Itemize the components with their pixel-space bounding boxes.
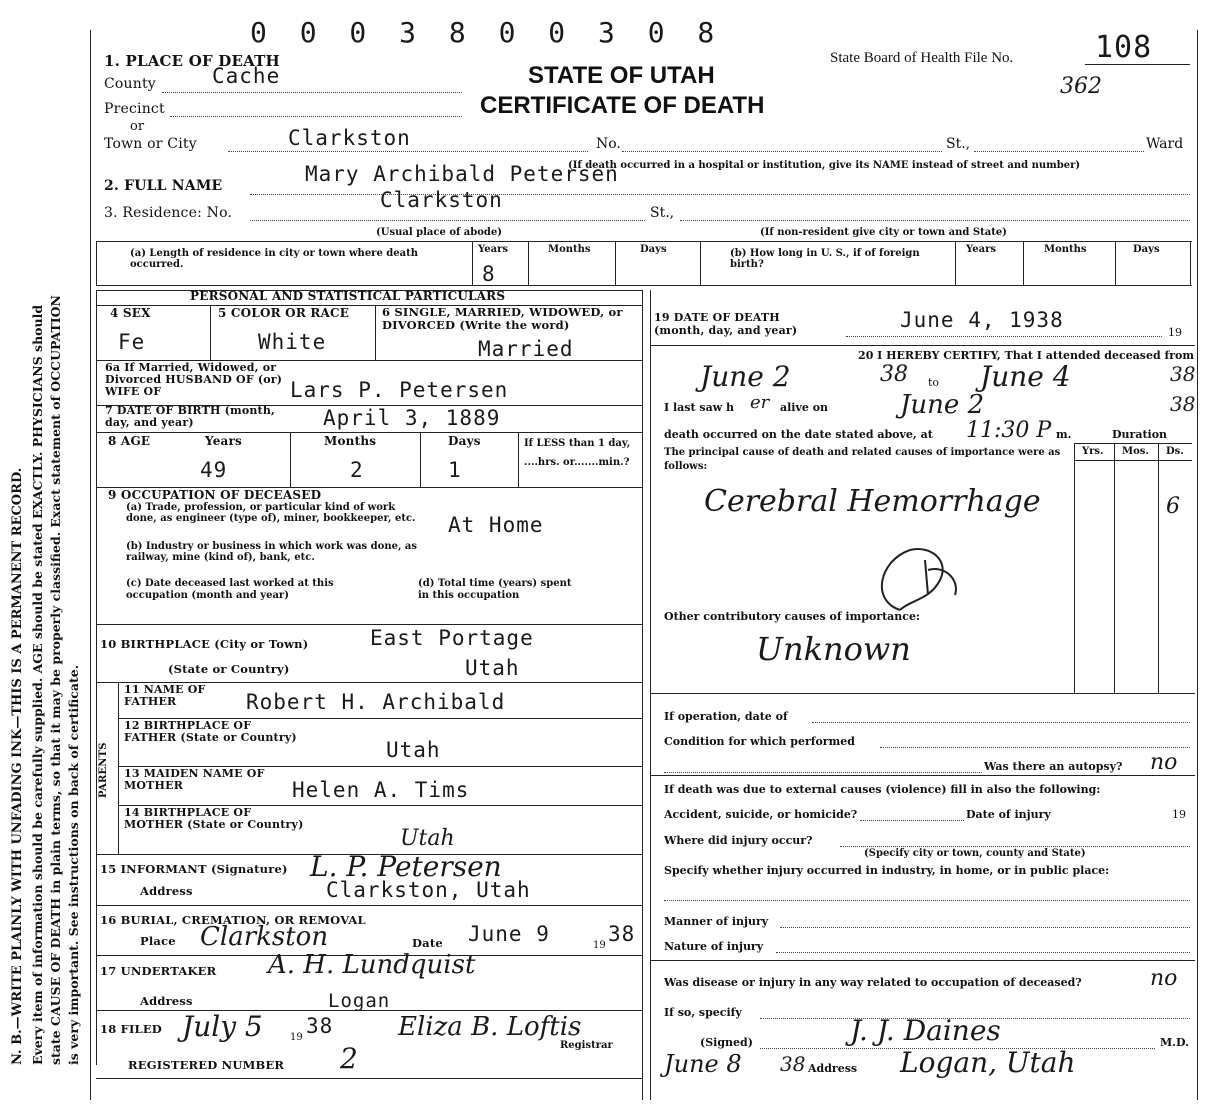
injury-where-label: Where did injury occur? <box>664 834 813 847</box>
last-saw-label: I last saw h <box>664 401 735 414</box>
res-years-value: 8 <box>482 262 496 286</box>
operation-label: If operation, date of <box>664 710 788 723</box>
res-months-label: Months <box>548 244 591 255</box>
residence-label: 3. Residence: No. <box>104 205 233 221</box>
county-value: Cache <box>212 64 281 88</box>
race-value: White <box>258 330 327 354</box>
us-years-label: Years <box>966 244 997 255</box>
dob-label: 7 DATE OF BIRTH (month, day, and year) <box>105 404 276 429</box>
death-date-label: 19 DATE OF DEATH (month, day, and year) <box>654 311 798 337</box>
age-years-value: 49 <box>200 458 228 482</box>
frame-right <box>1197 30 1198 1100</box>
attend-to-year: 38 <box>1170 362 1196 386</box>
less-than-day-label: If LESS than 1 day, ....hrs. or.......min.? <box>524 438 631 468</box>
informant-address-label: Address <box>140 884 193 898</box>
attend-to: June 4 <box>980 360 1071 393</box>
burial-year: 38 <box>608 922 636 946</box>
town-value: Clarkston <box>288 126 411 150</box>
instruction-line-1: N. B.—WRITE PLAINLY WITH UNFADING INK—THIS IS A PERMANENT RECORD. <box>10 467 25 1065</box>
hospital-note: (If death occurred in a hospital or institution, give its NAME instead of street and number) <box>568 160 1081 171</box>
to-label: to <box>928 376 940 389</box>
spouse-value: Lars P. Petersen <box>290 378 509 402</box>
informant-label: 15 INFORMANT (Signature) <box>100 862 288 876</box>
other-cause: Unknown <box>756 630 911 668</box>
injury-date-19: 19 <box>1172 808 1186 821</box>
instruction-line-2: Every item of information should be carefully supplied. AGE should be stated EXACTLY. PHYSICIANS should <box>30 304 45 1065</box>
mother-label: 13 MAIDEN NAME OF MOTHER <box>124 767 265 792</box>
ward-label: Ward <box>1146 136 1184 152</box>
physician-sign-date: June 8 <box>664 1050 742 1078</box>
birthplace-city: East Portage <box>370 626 534 650</box>
mother-value: Helen A. Tims <box>292 778 470 802</box>
last-saw-year: 38 <box>1170 392 1196 416</box>
usual-abode-note: (Usual place of abode) <box>376 227 502 238</box>
informant-signature: L. P. Petersen <box>310 850 502 883</box>
last-saw-her: er <box>750 392 770 413</box>
occupation-a-label: (a) Trade, profession, or particular kind of work done, as engineer (type of), miner, bookkeeper, etc. <box>126 502 416 524</box>
undertaker-signature: A. H. Lundquist <box>268 950 476 980</box>
us-days-label: Days <box>1133 244 1160 255</box>
burial-label: 16 BURIAL, CREMATION, OR REMOVAL <box>100 913 366 927</box>
father-value: Robert H. Archibald <box>246 690 506 714</box>
condition-label: Condition for which performed <box>664 735 855 748</box>
burial-century: 19 <box>593 940 606 951</box>
length-residence-label: (a) Length of residence in city or town where death occurred. <box>130 248 419 270</box>
physician-signature: J. J. Daines <box>850 1014 1001 1047</box>
death-date-value: June 4, 1938 <box>900 308 1064 332</box>
full-name-label: 2. FULL NAME <box>104 178 223 194</box>
autopsy-value: no <box>1150 750 1178 775</box>
reg-no: 362 <box>1060 74 1102 99</box>
mother-birthplace-value: Utah <box>400 826 455 851</box>
burial-place-label: Place <box>140 934 176 948</box>
burial-place: Clarkston <box>200 922 329 952</box>
marital-value: Married <box>478 337 574 361</box>
burial-date-label: Date <box>412 936 443 950</box>
registered-number: 2 <box>340 1042 358 1075</box>
physician-address-label: Address <box>808 1062 858 1075</box>
nature-label: Nature of injury <box>664 940 764 953</box>
birthplace-state: Utah <box>465 656 520 680</box>
age-label: 8 AGE <box>108 434 151 448</box>
cause-intro: The principal cause of death and related causes of importance were as follows: <box>664 447 1061 472</box>
age-days-label: Days <box>448 434 481 448</box>
age-years-label: Years <box>205 434 243 448</box>
physician-address: Logan, Utah <box>900 1046 1076 1079</box>
residence-st-label: St., <box>650 205 675 221</box>
occupation-related-value: no <box>1150 966 1178 991</box>
occupation-b-label: (b) Industry or business in which work was done, as railway, mine (kind of), bank, etc. <box>126 541 418 563</box>
m-label: m. <box>1056 428 1072 441</box>
precinct-label: Precinct <box>104 101 165 117</box>
alive-on-label: alive on <box>780 401 829 414</box>
occupation-d-label: (d) Total time (years) spent in this occupation <box>418 578 572 601</box>
certificate-title: CERTIFICATE OF DEATH <box>480 92 765 119</box>
sex-value: Fe <box>118 330 146 354</box>
if-so-label: If so, specify <box>664 1006 742 1019</box>
town-label: Town or City <box>104 136 197 152</box>
mos-label: Mos. <box>1122 446 1149 457</box>
age-months-value: 2 <box>350 458 364 482</box>
res-years-label: Years <box>478 244 509 255</box>
or-label: or <box>130 119 145 134</box>
death-time: 11:30 P <box>966 418 1052 443</box>
ds-label: Ds. <box>1166 446 1184 457</box>
filed-year: 38 <box>306 1014 334 1038</box>
marital-label: 6 SINGLE, MARRIED, WIDOWED, or DIVORCED (Write the word) <box>382 305 623 332</box>
spouse-label: 6a If Married, Widowed, or Divorced HUSBAND OF (or) WIFE OF <box>105 361 283 398</box>
state-title: STATE OF UTAH <box>528 62 715 89</box>
sex-label: 4 SEX <box>110 306 151 320</box>
cause-duration: 6 <box>1166 494 1180 519</box>
serial-number: 0 0 0 3 8 0 0 3 0 8 <box>250 16 723 49</box>
instruction-line-4: is very important. See instructions on back of certificate. <box>66 664 81 1065</box>
file-no: 108 <box>1095 30 1153 65</box>
residence-value: Clarkston <box>380 188 503 212</box>
other-causes-label: Other contributory causes of importance: <box>664 610 921 623</box>
occupation-label: 9 OCCUPATION OF DECEASED <box>108 488 322 502</box>
external-causes-label: If death was due to external causes (violence) fill in also the following: <box>664 783 1101 796</box>
state-country-label: (State or Country) <box>168 662 290 676</box>
frame-left <box>90 30 91 1100</box>
father-birthplace-value: Utah <box>386 738 441 762</box>
place-of-death-label: 1. PLACE OF DEATH <box>104 52 280 70</box>
personal-section-label: PERSONAL AND STATISTICAL PARTICULARS <box>190 289 506 303</box>
dob-value: April 3, 1889 <box>323 406 501 430</box>
us-months-label: Months <box>1044 244 1087 255</box>
undertaker-address: Logan <box>328 990 391 1012</box>
parents-label: PARENTS <box>98 742 109 798</box>
us-residence-label: (b) How long in U. S., if of foreign birth? <box>730 248 920 270</box>
burial-date: June 9 <box>468 922 550 946</box>
county-label: County <box>104 76 156 92</box>
mother-birthplace-label: 14 BIRTHPLACE OF MOTHER (State or Country) <box>124 806 304 831</box>
informant-address: Clarkston, Utah <box>326 878 531 902</box>
industry-label: Specify whether injury occurred in industry, in home, or in public place: <box>664 864 1110 877</box>
md-label: M.D. <box>1160 1036 1189 1049</box>
yrs-label: Yrs. <box>1082 446 1104 457</box>
birthplace-label: 10 BIRTHPLACE (City or Town) <box>100 637 309 651</box>
attend-from: June 2 <box>700 360 791 393</box>
age-days-value: 1 <box>448 458 462 482</box>
father-label: 11 NAME OF FATHER <box>124 683 206 708</box>
attend-from-year: 38 <box>880 362 908 387</box>
occupation-value: At Home <box>448 513 544 537</box>
filed-label: 18 FILED <box>100 1022 162 1036</box>
occurred-label: death occurred on the date stated above, at <box>664 428 933 441</box>
last-saw-date: June 2 <box>900 390 985 420</box>
registered-number-label: REGISTERED NUMBER <box>128 1058 285 1072</box>
no-label: No. <box>596 136 621 152</box>
autopsy-label: Was there an autopsy? <box>984 760 1123 773</box>
race-label: 5 COLOR OR RACE <box>218 306 350 320</box>
undertaker-label: 17 UNDERTAKER <box>100 964 217 978</box>
occupation-related-label: Was disease or injury in any way related to occupation of deceased? <box>664 976 1082 989</box>
registrar-label: Registrar <box>560 1040 613 1051</box>
undertaker-address-label: Address <box>140 994 193 1008</box>
file-no-label: State Board of Health File No. <box>830 50 1014 66</box>
initials-mark-icon <box>870 540 970 620</box>
full-name-value: Mary Archibald Petersen <box>305 162 619 186</box>
res-days-label: Days <box>640 244 667 255</box>
duration-label: Duration <box>1112 428 1168 441</box>
physician-sign-year: 38 <box>780 1052 806 1076</box>
certify-label: 20 I HEREBY CERTIFY, That I attended deceased from <box>858 349 1194 362</box>
signed-label: (Signed) <box>700 1036 753 1049</box>
filed-date: July 5 <box>182 1010 263 1043</box>
instruction-line-3: state CAUSE OF DEATH in plain terms, so that it may be properly classified. Exact statement of OCCUPATION <box>48 295 63 1065</box>
age-months-label: Months <box>324 434 377 448</box>
st-label: St., <box>946 136 971 152</box>
nonresident-note: (If non-resident give city or town and State) <box>760 227 1007 238</box>
occupation-c-label: (c) Date deceased last worked at this occupation (month and year) <box>126 578 334 601</box>
principal-cause: Cerebral Hemorrhage <box>704 484 1041 519</box>
filed-century: 19 <box>290 1032 303 1043</box>
death-date-19: 19 <box>1168 326 1182 339</box>
father-birthplace-label: 12 BIRTHPLACE OF FATHER (State or Country) <box>124 719 297 744</box>
manner-label: Manner of injury <box>664 915 769 928</box>
registrar-signature: Eliza B. Loftis <box>398 1012 582 1042</box>
injury-date-label: Date of injury <box>966 808 1051 821</box>
specify-city-note: (Specify city or town, county and State) <box>864 848 1086 859</box>
accident-label: Accident, suicide, or homicide? <box>664 808 858 821</box>
